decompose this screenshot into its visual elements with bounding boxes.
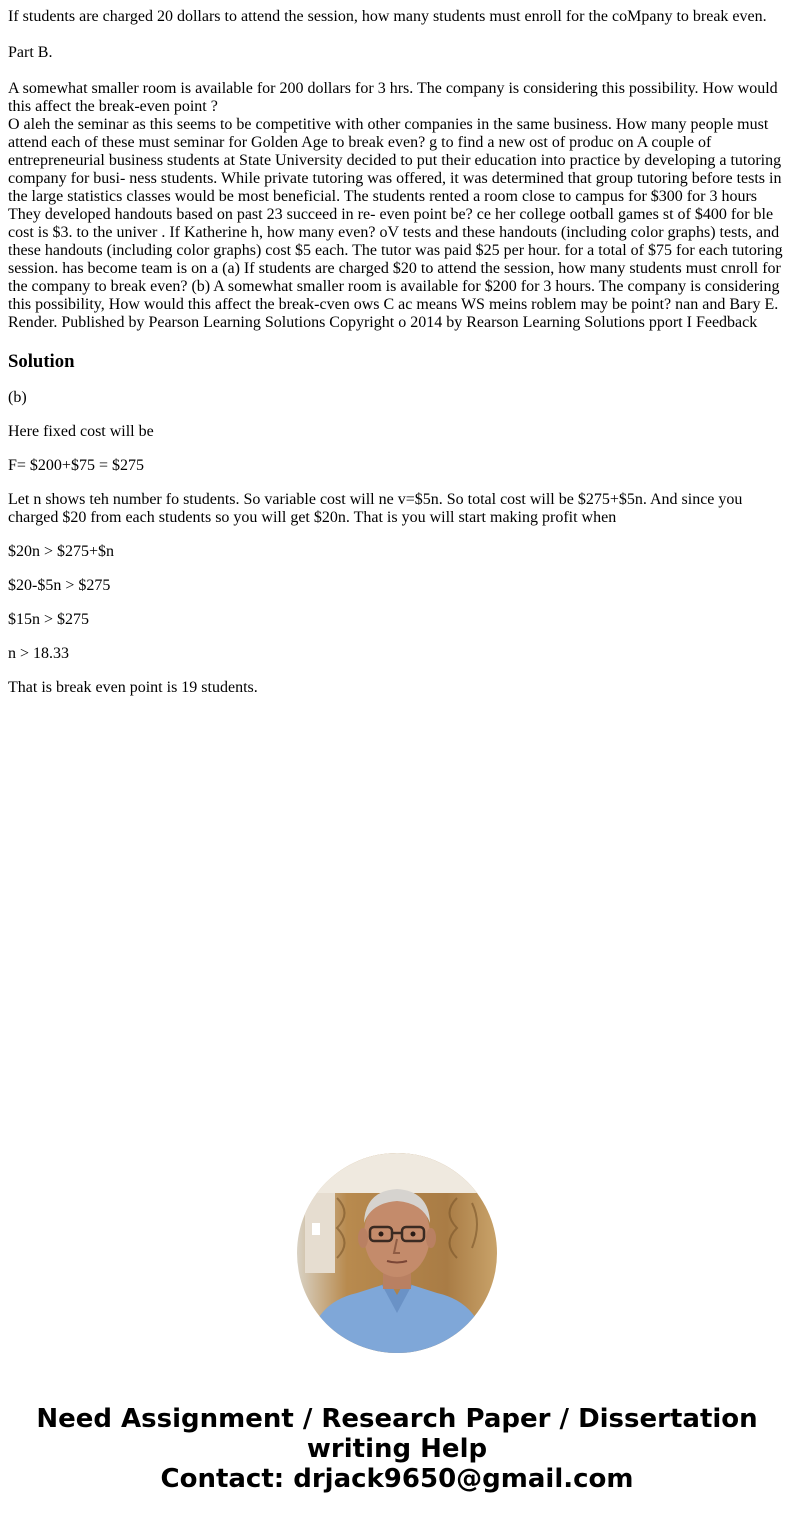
solution-line: Here fixed cost will be bbox=[8, 423, 154, 440]
footer-help-text: Need Assignment / Research Paper / Dissertation writing Help bbox=[36, 1404, 758, 1464]
solution-line: $20n > $275+$n bbox=[8, 543, 115, 560]
person-photo-avatar-icon bbox=[297, 1153, 497, 1353]
ocr-question-text: O aleh the seminar as this seems to be competitive with other companies in the same business. How many people must attend each of these must seminar for Golden Age to break even? g to find a new ost of produc on A couple of entrepreneurial business students at State University decided to put their education into practice by developing a tutoring company for busi- ness students. While private tutoring was offered, it was determined that group tutoring before tests in the large statistics classes would be most beneficial. The students rented a room close to campus for $300 for 3 hours They developed handouts based on past 23 succeed in re- even point be? ce her college ootball games st of $400 for ble cost is $3. to the univer . If Katherine h, how many even? oV tests and these handouts (including color graphs) tests, and these handouts (including color graphs) cost $5 each. The tutor was paid $25 per hour. for a total of $75 for each tutoring session. has become team is on a (a) If students are charged $20 to attend the session, how many students must cnroll for the company to break even? (b) A somewhat smaller room is available for $200 for 3 hours. The company is considering this possibility, How would this affect the break-cven ows C ac means WS meins roblem may be point? nan and Bary E. Render. Published by Pearson Learning Solutions Copyright o 2014 by Rearson Learning Solutions pport I Feedback bbox=[8, 116, 783, 331]
avatar bbox=[297, 1153, 497, 1353]
solution-line: $20-$5n > $275 bbox=[8, 577, 111, 594]
part-b-text: A somewhat smaller room is available for 200 dollars for 3 hrs. The company is considering this possibility. How would this affect the break-even point ? bbox=[8, 80, 778, 115]
solution-line: $15n > $275 bbox=[8, 611, 90, 628]
solution-heading: Solution bbox=[8, 351, 75, 372]
solution-line: F= $200+$75 = $275 bbox=[8, 457, 144, 474]
solution-body bbox=[8, 389, 786, 697]
solution-line: Let n shows teh number fo students. So variable cost will ne v=$5n. So total cost will be $275+$5n. And since you charged $20 from each students so you will get $20n. That is you will start making profit when bbox=[8, 491, 743, 526]
footer-contact-email: Contact: drjack9650@gmail.com bbox=[160, 1464, 634, 1494]
solution-line: n > 18.33 bbox=[8, 645, 70, 662]
document-content bbox=[8, 8, 786, 713]
solution-line: (b) bbox=[8, 389, 27, 406]
solution-line: That is break even point is 19 students. bbox=[8, 679, 258, 696]
question-line: If students are charged 20 dollars to attend the session, how many students must enroll for the coMpany to break even. bbox=[8, 8, 767, 25]
footer-contact-banner bbox=[0, 1404, 794, 1494]
part-b-label: Part B. bbox=[8, 44, 53, 61]
